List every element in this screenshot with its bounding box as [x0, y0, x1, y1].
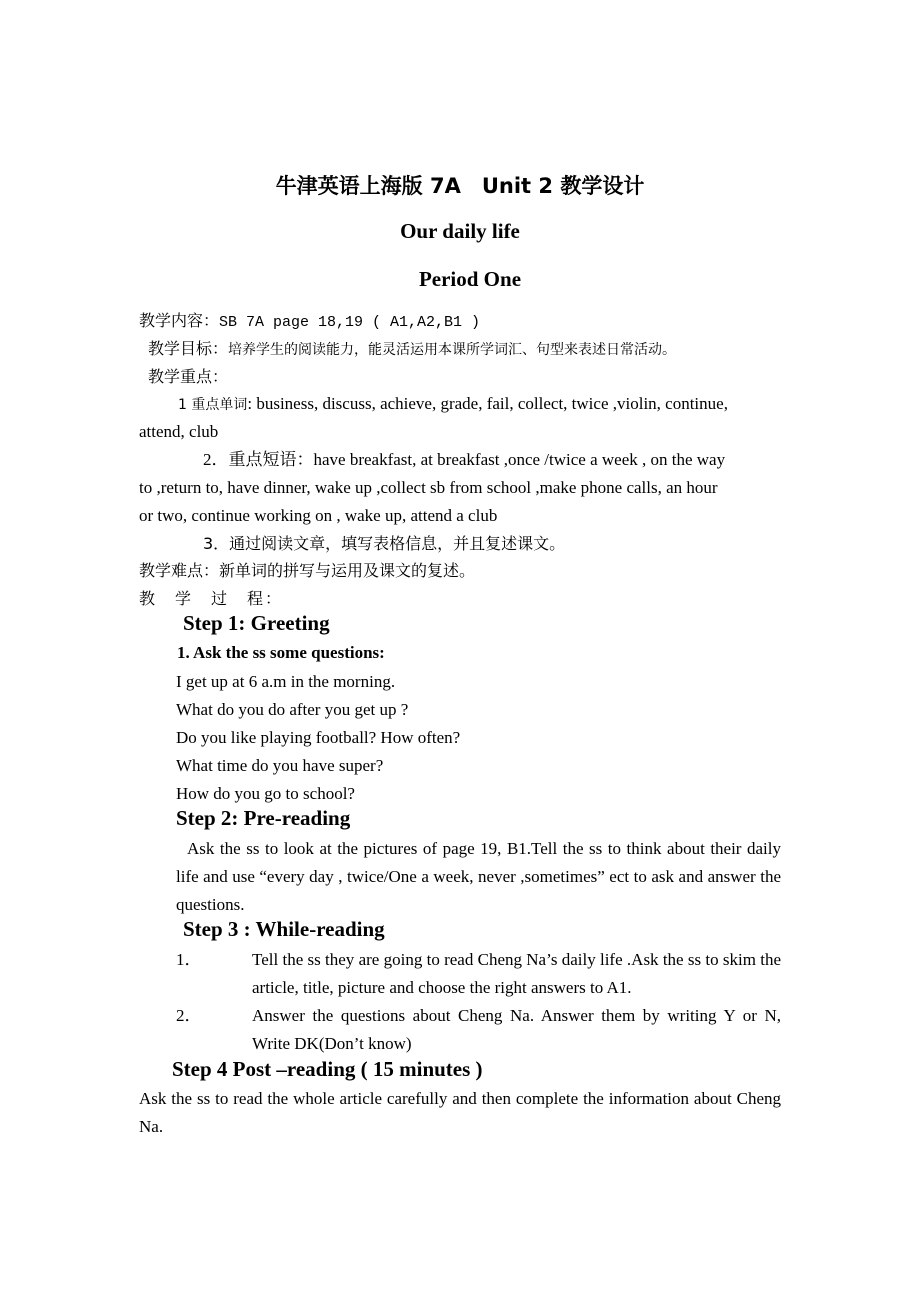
step1-line: Do you like playing football? How often?: [176, 728, 461, 747]
key-words-line: [178, 390, 728, 419]
content-label: 教学内容：: [139, 311, 220, 330]
step1-line: How do you go to school?: [176, 784, 355, 803]
goal-row: [148, 337, 676, 362]
step4-paragraph: Ask the ss to read the whole article carefully and then complete the information about Cheng Na.: [139, 1089, 781, 1136]
document-subtitle: Our daily life: [400, 219, 520, 243]
period-heading: Period One: [418, 267, 522, 291]
step1-subheading: 1. Ask the ss some questions:: [177, 643, 385, 662]
key-words-list: : business, discuss, achieve, grade, fail, collect, twice ,violin, continue,: [247, 394, 728, 413]
key-phrases-line-1: 2．重点短语：have breakfast, at breakfast ,once /twice a week , on the way: [203, 450, 726, 469]
step3-item-number: 2．: [176, 1006, 202, 1025]
step2-title: Step 2: Pre-reading: [176, 806, 351, 830]
key-phrases-line-3: or two, continue working on , wake up, attend a club: [139, 506, 498, 525]
process-label: 教 学 过 程：: [139, 589, 284, 608]
step3-item-text: Answer the questions about Cheng Na. Answer them by writing Y or N, Write DK(Don’t know): [252, 1006, 781, 1053]
goal-label: 教学目标：: [148, 339, 229, 358]
step1-line: What time do you have super?: [176, 756, 384, 775]
step1-line: What do you do after you get up ?: [176, 700, 409, 719]
difficulty-value: 新单词的拼写与运用及课文的复述。: [219, 561, 476, 580]
step4-title: Step 4 Post –reading ( 15 minutes ): [172, 1057, 483, 1081]
goal-value: 培养学生的阅读能力，能灵活运用本课所学词汇、句型来表述日常活动。: [228, 342, 677, 358]
step3-item-text: Tell the ss they are going to read Cheng Na’s daily life .Ask the ss to skim the article, title, picture and choose the right answers to A1.: [252, 950, 781, 997]
key-words-label: 1 重点单词: [178, 397, 248, 413]
content-value: SB 7A page 18,19 ( A1,A2,B1 ): [219, 314, 481, 331]
key-phrases-line-2: to ,return to, have dinner, wake up ,collect sb from school ,make phone calls, an hour: [139, 478, 718, 497]
step1-line: I get up at 6 a.m in the morning.: [176, 672, 396, 691]
step3-item-number: 1．: [176, 950, 202, 969]
content-row: [139, 309, 480, 335]
document-title: 牛津英语上海版 7A Unit 2 教学设计: [275, 174, 645, 198]
step2-paragraph: Ask the ss to look at the pictures of page 19, B1.Tell the ss to think about their daily life and use “every day , twice/One a week, never ,sometimes” ect to ask and answer the questions.: [176, 839, 781, 914]
key-words-line-2: attend, club: [139, 422, 219, 441]
step3-title: Step 3 : While-reading: [183, 917, 385, 941]
key-point-3: 3．通过阅读文章，填写表格信息，并且复述课文。: [203, 534, 566, 553]
difficulty-label: 教学难点：: [139, 561, 220, 580]
difficulty-row: [139, 559, 475, 583]
step1-title: Step 1: Greeting: [183, 611, 330, 635]
key-points-label: 教学重点：: [148, 367, 229, 386]
